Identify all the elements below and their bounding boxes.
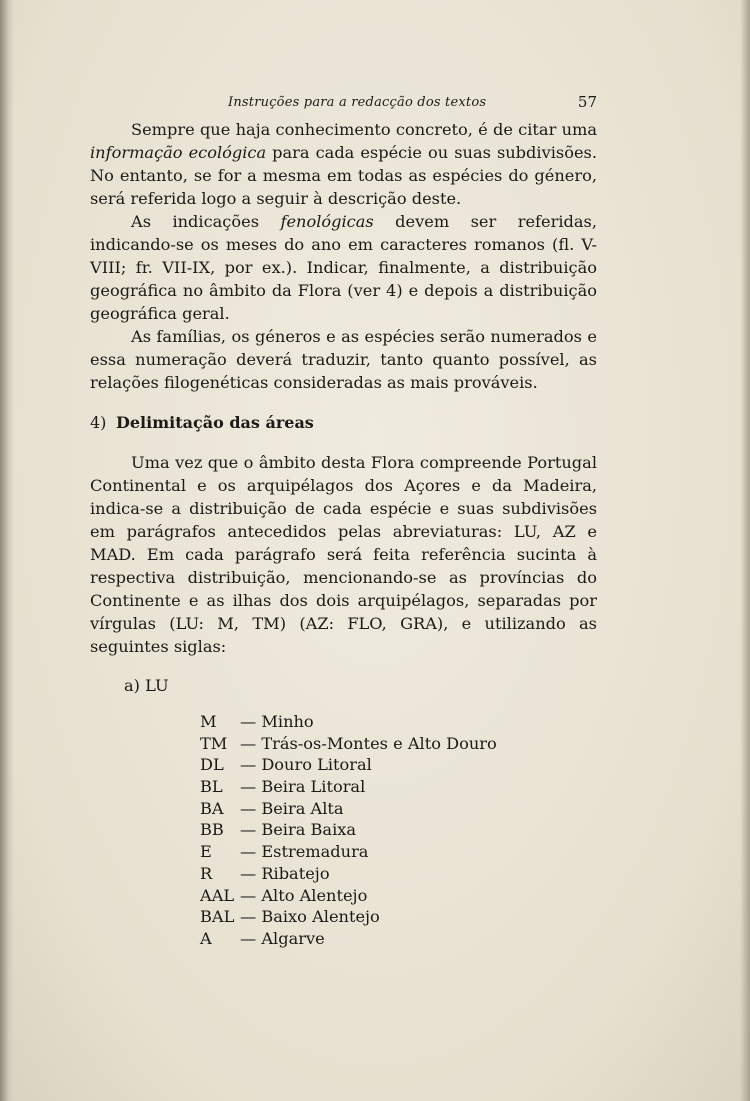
abbreviation-code: A (200, 928, 212, 948)
province-name: — Beira Litoral (240, 777, 366, 797)
abbreviation-row (200, 862, 597, 884)
province-name: — Trás-os-Montes e Alto Douro (240, 733, 497, 753)
page-left-edge-shadow (0, 0, 14, 1101)
abbreviation-code: BA (200, 798, 224, 818)
abbreviation-row (200, 775, 597, 797)
abbreviation-code: AAL (200, 885, 235, 905)
province-name: — Estremadura (240, 842, 369, 862)
abbreviation-row (200, 905, 597, 927)
paragraph-ecological-info: Sempre que haja conhecimento concreto, é de citar uma informação ecológica para cada espécie ou suas subdivisões. No entanto, se for a mesma em todas as espécies do género, será referida logo a seguir à descrição deste. (90, 120, 597, 208)
abbreviation-row (200, 884, 597, 906)
abbreviation-code: DL (200, 755, 224, 775)
section-heading (90, 411, 597, 434)
abbreviation-code: E (200, 842, 212, 862)
province-name: — Minho (240, 712, 314, 731)
abbreviation-row (200, 927, 597, 949)
abbreviation-row (200, 732, 597, 754)
paragraph-area-delimitation: Uma vez que o âmbito desta Flora compreende Portugal Continental e os arquipélagos dos Açores e da Madeira, indica-se a distribuição de cada espécie e suas subdivisões em parágrafos antecedidos pelas abreviaturas: LU, AZ e MAD. Em cada parágrafo será feita referência sucinta à respectiva distribuição, mencionando-se as províncias do Continente e as ilhas dos dois arquipélagos, separadas por vírgulas (LU: M, TM) (AZ: FLO, GRA), e utilizando as seguintes siglas: (90, 453, 597, 656)
province-name: — Beira Baixa (240, 820, 357, 840)
province-name: — Baixo Alentejo (240, 907, 380, 927)
section-number: 4) (90, 413, 107, 432)
abbreviation-code: R (200, 863, 213, 883)
abbreviation-code: BAL (200, 907, 235, 927)
page-right-edge-shadow (740, 0, 750, 1101)
paragraph-phenological: As indicações fenológicas devem ser referidas, indicando-se os meses do ano em caracteres romanos (fl. V-VIII; fr. VII-IX, por ex.). Indicar, finalmente, a distribuição geográfica no âmbito da Flora (ver 4) e depois a distribuição geográfica geral. (90, 212, 597, 323)
abbreviation-row (200, 818, 597, 840)
province-name: — Beira Alta (240, 798, 344, 818)
paragraph-numbering: As famílias, os géneros e as espécies serão numerados e essa numeração deverá traduzir, tanto quanto possível, as relações filogenéticas consideradas as mais prováveis. (90, 327, 597, 392)
province-name: — Douro Litoral (240, 755, 372, 775)
province-name: — Ribatejo (240, 863, 330, 883)
abbreviation-row (200, 840, 597, 862)
emphasis-ecological-info: informação ecológica (90, 143, 267, 162)
abbreviation-code: M (200, 712, 217, 731)
page-header (90, 93, 597, 113)
province-name: — Algarve (240, 928, 325, 948)
body-text (90, 118, 597, 949)
running-title: Instruções para a redacção dos textos (228, 95, 487, 110)
abbreviation-row (200, 797, 597, 819)
abbreviation-code: BL (200, 777, 223, 797)
abbreviation-code: BB (200, 820, 224, 840)
section-title: Delimitação das áreas (116, 413, 314, 432)
abbreviation-row (200, 753, 597, 775)
abbreviation-row (200, 710, 597, 732)
abbreviation-code: TM (200, 733, 228, 753)
page-number: 57 (577, 93, 597, 111)
emphasis-phenological: fenológicas (280, 212, 374, 231)
province-name: — Alto Alentejo (240, 885, 368, 905)
province-abbreviation-list (200, 710, 597, 949)
subheading-lu: a) LU (124, 676, 169, 695)
